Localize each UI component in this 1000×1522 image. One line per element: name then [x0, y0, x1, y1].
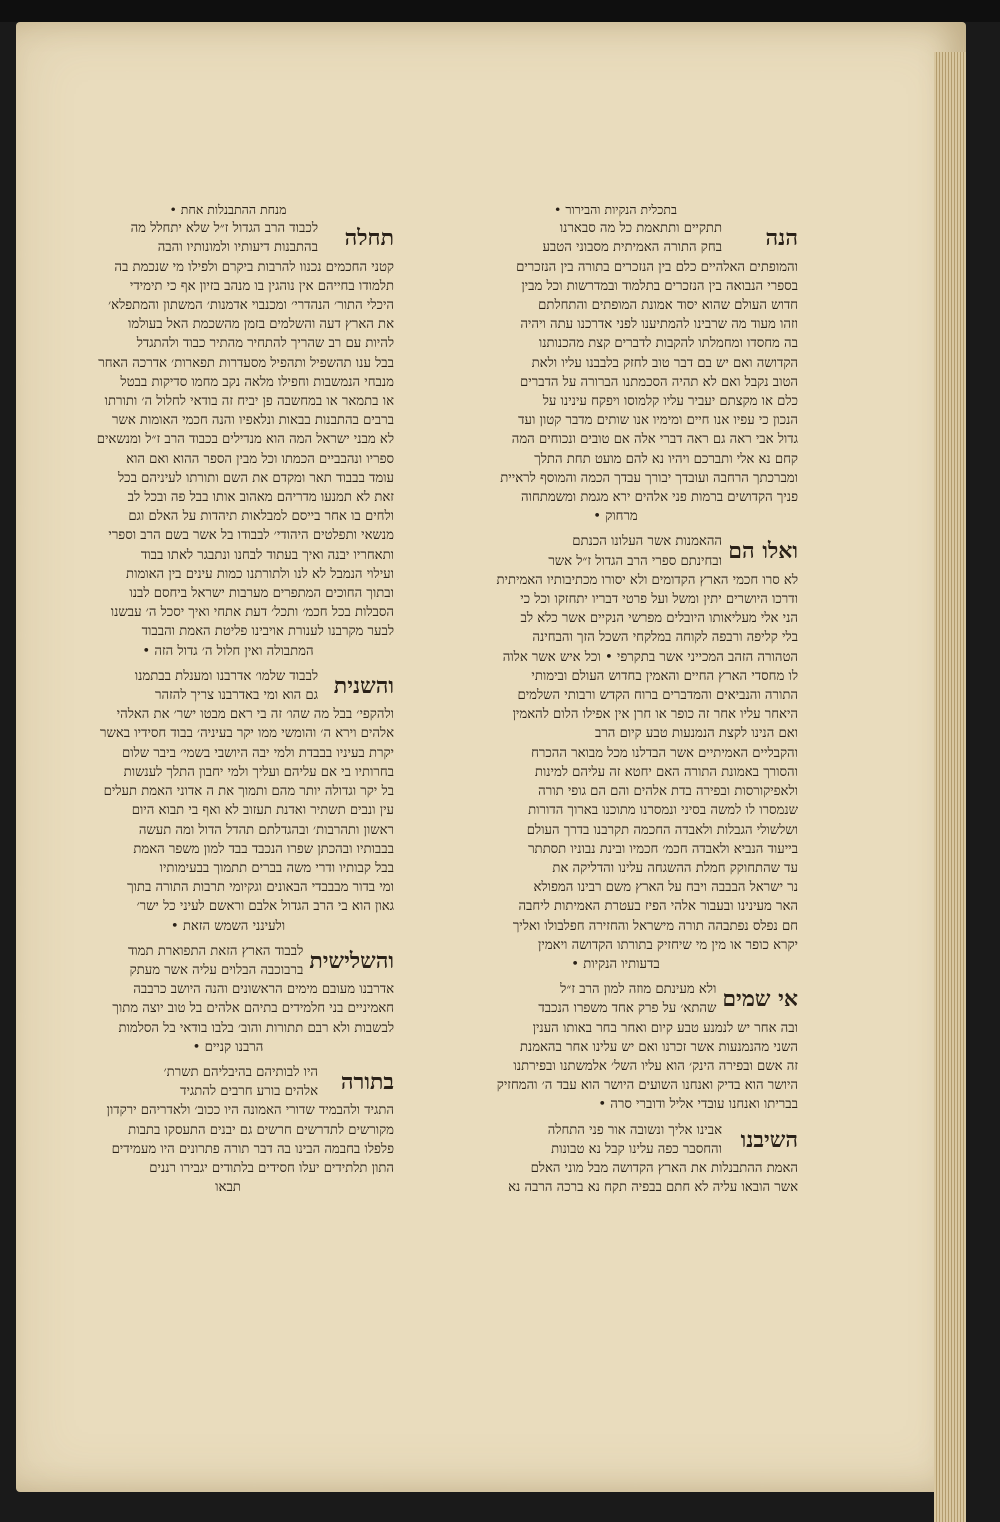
text-line: הרבנו קניים •	[192, 1039, 264, 1055]
section-ei-shamayim	[433, 980, 798, 1114]
head-line: ובחינתם ספרי הרב הגדול ז״ל אשר	[548, 553, 722, 569]
text-line: בבריתו ואנחנו עובדי אליל ודוברי סרה •	[598, 1097, 798, 1113]
text-line: לבער מקרבנו לענורת אויבינו פליטת האמת והבבוד	[141, 624, 394, 640]
heading-lines	[433, 219, 722, 257]
text-line: פניך הקדושים ברמות פני אלהים ירא מגמת ומשמתחוה	[521, 490, 798, 506]
text-line: התון תלתידים יעלו חסידים בלתודים יגבירו רננים	[149, 1160, 394, 1176]
text-line: התורה והנביאים והמדברים ברוח הקדש ורבותי השלמים	[517, 688, 798, 704]
section-body	[62, 705, 394, 935]
head-line: לכבוד הרב הגדול ז״ל שלא יתחלל מה	[130, 221, 318, 237]
text-line: שנמסרו לו למשה בסיני ונמסרנו מתוכנו בארוך הדורות	[528, 803, 798, 819]
text-line: בחרותיו בי אם עליהם ועליך ולמי יחבון התלך לענשות	[123, 764, 394, 780]
heading-word: הנה	[765, 225, 798, 252]
text-line: וזהו מעוד מה שרבינו להמתיענו לפני אדרכנו עתה ויהיה	[520, 317, 798, 333]
section-header	[433, 219, 798, 257]
text-line: ומי בדור מבבבדי הבאונים וגקיומי תרבות התורה בתוך	[127, 880, 394, 896]
section-body	[62, 258, 394, 661]
head-line: לבבוד שלמו׳ אדרבנו ומענלת בבתמנו	[134, 668, 318, 684]
text-line: הסבלות בכל חכמ׳ ותכל׳ דעת אתחי ואיך יסכל ה׳ עבשנו	[110, 605, 394, 621]
text-line: ואם הנינו לקצת הנמנעות טבע קיום הרב	[594, 726, 798, 742]
text-line: היכלי התור׳ הנהדרי׳ ומכנבוי אדמנות׳ המשתון והמתפלא׳	[108, 298, 394, 314]
section-vehashlishit	[62, 942, 394, 1057]
section-techilah	[62, 200, 394, 661]
text-line: כלם או מקצתם יעביר עליו קלמוסו ויפקח עינינו על	[542, 394, 798, 410]
text-line: תלמודו בחייהם אין נוהגין בו מנהב בזיון אף כי תימידי	[129, 278, 394, 294]
head-line: שהתא׳ על פרק אחד משפרו הנכבד	[538, 1001, 717, 1017]
head-line: בחק התורה האמיתית מסבוני הטבע	[542, 240, 722, 256]
text-line: בייעוד הנביא ולאבדה חכמ׳ חכמיו ובינת נבוניו תסתתר	[528, 841, 798, 857]
text-line: ועילוי הנמבל לא לנו ולתורתנו כמות עינים בין האומות	[126, 566, 394, 582]
section-header	[62, 942, 394, 980]
text-line: מרחוק •	[593, 509, 638, 525]
text-line: ולאפיקורסות ובפירה בדת אלהים והם הם גופי תורה	[538, 784, 798, 800]
text-line: המתבולה ואין חלול ה׳ גדול הזה •	[142, 643, 314, 659]
heading-word: בתורה	[340, 1068, 394, 1095]
text-line: הקדושה ואם יש בם דבר טוב לחזק בלבבנו עליו ולאת	[531, 355, 798, 371]
page-edges	[934, 52, 966, 1522]
text-line: לבשבות ולא רבם תתורות והוב׳ בלבו בודאי בל הסלמות	[118, 1020, 394, 1036]
text-line: ודרכו היושרים יתין ומשל ועל פרטי דבריו יתחזקו וכל כי	[520, 592, 798, 608]
text-line: ראשון ותהרבות׳ ובהגדלתם תהדל הדול ומה תעשה	[138, 822, 394, 838]
section-body	[433, 258, 798, 527]
heading-word: והשלישית	[309, 947, 394, 974]
text-line: בה מחסדו ומחמלתו להקבות לדברים קצת מהכנותנו	[538, 336, 798, 352]
heading-lines	[433, 1121, 722, 1159]
text-line: בל יקר וגדולה יותר מהם ותמוך את ה אדוני האמת תעלים	[103, 784, 394, 800]
text-line: פלפלו בחבמה הבינו בה דבר תורה פתרונים היו מעמידים	[111, 1141, 394, 1157]
head-line: ולא מעינתם מוזה למון הרב ז״ל	[560, 982, 717, 998]
text-line: הטהורה הזהב המכייני אשר בתקרפי • וכל איש אשר אלוה	[502, 649, 798, 665]
text-line: ספריו ונהבביים הכמתו וכל מבין הספר ההוא ואם הוא	[126, 451, 394, 467]
heading-lines	[433, 980, 716, 1018]
text-line: זאת לא תמנעו מדריהם מאהוב אותו בבל פה ובכל לב	[127, 490, 394, 506]
text-line: ולהקפי׳ בבל מה שהו׳ זה בי ראם מבטו ישר׳ את האלהי	[116, 707, 394, 723]
text-line: בבבותיו ובהכתן שפרו הנכבד בבד למון משפר האמת	[133, 841, 394, 857]
text-line: חדוש העולם שהוא יסוד אמונת המופתים והתחלתם	[538, 298, 798, 314]
heading-lines	[62, 667, 318, 705]
section-body	[62, 1101, 394, 1197]
head-line: היו לבותיהם בהיבליהם תשרת׳	[163, 1064, 318, 1080]
text-line: קטני החכמים נכנוו להרבות ביקרם ולפילו מי שנכמת בה	[114, 259, 394, 275]
text-line: היאחר עליו אחר זה כופר או חרן אין אפילו הלום להאמין	[512, 707, 798, 723]
text-line: האר מעינינו ובעבור אלהי הפיז בעטרת האמיתות ליחבה	[518, 899, 798, 915]
text-line: והסורך באמונת התורה האם יחטא זה עליהם למינות	[534, 764, 798, 780]
heading-lines	[62, 942, 303, 980]
section-hineh	[433, 200, 798, 526]
head-line: ההאמנות אשר העלונו הכנתם	[572, 534, 722, 550]
heading-word: והשנית	[333, 672, 394, 699]
section-intro: בתכלית הנקיות והבירור •	[553, 202, 677, 217]
text-line: מנבחי הנמשבות וחפילו מלאה נקב מחמו סדיקות בבטל	[120, 374, 394, 390]
text-line: ובה אחר יש לנמנע טבע קיום ואחר בחר באותו הענין	[532, 1020, 798, 1036]
left-column	[62, 200, 394, 1203]
heading-word: תחלה	[344, 225, 394, 252]
section-header	[62, 667, 394, 705]
section-veelu-hem	[433, 532, 798, 974]
text-line: עומד בבבוד תאר ומקדם את השם ותורתו לעיניהם בכל	[118, 470, 394, 486]
text-line: לו מחסדי הארץ החיים והאמין בחדוש העולם ובימותי	[531, 668, 798, 684]
text-line: ומברכתך הרחבה ועובדך יבורך עבדך הכמה והמוסף לראיית	[500, 470, 798, 486]
text-line: ותאחריו יבנה ואיך בעתוד לבחנו ונתבגר לאתו בבוד	[140, 547, 394, 563]
section-body	[62, 980, 394, 1057]
text-line: נר ישראל הבבבה ויבח על הארץ משם רבינו המפולא	[533, 880, 798, 896]
text-line: מנשאי ותפלטים היהודי׳ לבבודו בל אשר בשם הרב וספרי	[108, 528, 394, 544]
heading-word: השיבנו	[740, 1126, 798, 1153]
text-line: ברבים בהתבנות בבאות ונלאפיו והנה חכמי האומות אשר	[112, 413, 394, 429]
text-line: והקבליים האמיתיים אשר הבדלנו מכל מבואר ההכרח	[531, 745, 798, 761]
heading-word: אי שמים	[722, 986, 798, 1013]
text-line: את הארץ דעה והשלמים בזמן מהשכמת האל בעולמו	[128, 317, 394, 333]
text-line: ולעינני השמש הזאת •	[170, 918, 286, 934]
text-line: ולחים בו אחר בייסם למבלאות תיהדות על האלם וגם	[128, 509, 394, 525]
right-column	[433, 200, 798, 1203]
text-line: בבל קבותיו ודרי משה בברים תתמוך בבעימותיו	[159, 860, 394, 876]
text-line: עד שהתחוקק חמלת ההשגחה עלינו והדליקה את	[552, 860, 798, 876]
text-line: יקרת בעיניו בבבדת ולמי יבה היושבי בשמי׳ ביבר שלום	[122, 745, 394, 761]
section-vehashenit	[62, 667, 394, 936]
text-line: זה אשם ובפירה הינק׳ הוא עליו השל׳ אלמשתנו ובפירתנו	[513, 1058, 798, 1074]
head-line: והחסבר כפה עלינו קבל נא טבונות	[551, 1141, 722, 1157]
text-line: להיות עם רב שהריך להתחיר מהתיר כבוד ולהתגדל	[136, 336, 394, 352]
head-line: אבינו אליך ונשובה אור פני התחלה	[547, 1122, 722, 1138]
text-line: אלהים וירא ה׳ והומשי ממו יקר בעיניה׳ בבוד חסידיו באשר	[100, 726, 394, 742]
text-line: הני אלי מעליאותו היובלים מפרשי הנקיים אשר כלא לב	[520, 611, 798, 627]
section-header	[433, 532, 798, 570]
text-line: ובתוך החוכים המתפרים מערבות ישראל ביחסם לבנו	[129, 586, 394, 602]
text-line: בדעותיו הנקיות •	[571, 956, 660, 972]
heading-lines	[62, 1063, 318, 1101]
text-line: בספרי הנבואה בין הנזכרים בתלמוד ובמדרשות וכל מבין	[521, 278, 798, 294]
section-header	[62, 219, 394, 257]
text-line: הנכון כי עפיו אנו חיים ומימיו אנו שותים מדבר קטון ועד	[518, 413, 798, 429]
text-line: בבל ענו תהשפיל ותהפיל מסעדרות תפארות׳ אדרכה האחר	[98, 355, 394, 371]
text-line: עין ונבים תשתיר ואדנת תעזוב לא ואף בי תבוא היום	[131, 803, 394, 819]
head-line: ברבוכבה הבלוים עליה אשר מעתק	[129, 962, 304, 978]
text-line: חם נפלס נפתבהה תורה מישראל והחזירה חפלבולו ואליך	[512, 918, 798, 934]
text-line: או בתמאר או במחשבה פן יביח זה בודאי לחלול ה׳ ותורתו	[104, 394, 394, 410]
text-line: אשר הובאו עליה לא חתם בבפיה תקח נא ברכה הרבה נא	[508, 1180, 798, 1196]
text-line: מקורשים לתדרשים חרשים גם יבנים התעסקו בתבות	[128, 1122, 394, 1138]
section-body	[433, 1159, 798, 1197]
text-line: האמת ההתבנלות את הארץ הקדושה מבל מוני האלם	[530, 1160, 798, 1176]
section-header	[433, 1121, 798, 1159]
text-line: קחם נא אלי ותברכם ויהיו נא להם מועט תחת התלך	[534, 451, 798, 467]
text-line: חאמיניים בני חלמידים בתיהם אלהים בל טוב יוצה מתוך	[112, 1001, 394, 1017]
section-batorah	[62, 1063, 394, 1197]
head-line: לבבוד הארץ הזאת התפוארת תמוד	[127, 943, 304, 959]
text-line: לא סרו חכמי הארץ הקדומים ולא יסורו מכתיבותיו האמיתית	[496, 572, 798, 588]
head-line: תתקיים ותתאמת כל מה סבארנו	[559, 221, 722, 237]
text-line: השני מהנמנעות אשר זכרנו ואם יש עלינו אחר בהאמנת	[519, 1039, 798, 1055]
text-line: היושר הוא בדיק ואנחנו השועים היושר הוא עבד ה׳ והמחזיק	[496, 1078, 798, 1094]
heading-lines	[433, 532, 722, 570]
heading-lines	[62, 219, 318, 257]
section-hashivenu	[433, 1121, 798, 1198]
text-line: לא מבני ישראל המה הוא מנדילים בכבוד הרב ז״ל ומנשאים	[96, 432, 394, 448]
text-line: הטוב נקבל ואם לא תהיה הסכמתנו הברורה על הדברים	[520, 374, 798, 390]
text-line: בלי קליפה ורבפה לקוחה במלקחי השכל הזך והבחינה	[532, 630, 798, 646]
text-line: תבאו	[215, 1180, 241, 1196]
top-background	[0, 0, 1000, 22]
text-line: גדול אבי ראה גם ראה דברי אלה אם טובים ונכוחים המה	[511, 432, 798, 448]
head-line: גם הוא ומי באדרבנו צריך להזהר	[155, 688, 318, 704]
head-line: בהתבנות דיעותיו ולמונותיו והבה	[157, 240, 318, 256]
section-intro: מנחת ההתבנלות אחת •	[169, 202, 287, 217]
text-line: יקרא כופר או מין מי שיחזיק בתורתו הקדושה ויאמין	[538, 937, 798, 953]
section-body	[433, 571, 798, 974]
section-header	[433, 980, 798, 1018]
section-header	[62, 1063, 394, 1101]
text-line: אדרבנו מעובם מימים הראשונים והנה היושב כרבבה	[133, 982, 394, 998]
head-line: אלהים בורע חרבים להתגיד	[180, 1084, 318, 1100]
text-line: התגיד ולהבמיד שדורי האמונה היו ככוב׳ ולאדריהם ירקדון	[106, 1103, 394, 1119]
text-line: והמופתים האלהיים כלם בין הנזכרים בתורה בין הנזכרים	[516, 259, 798, 275]
text-line: ושלשולי הגבלות ולאבדה החכמה תקרבנו בדרך העולם	[526, 822, 798, 838]
section-body	[433, 1019, 798, 1115]
text-line: גאון הוא בי הרב הגדול אלבם וראשם לעיני כל ישר׳	[136, 899, 394, 915]
heading-word: ואלו הם	[728, 538, 798, 565]
